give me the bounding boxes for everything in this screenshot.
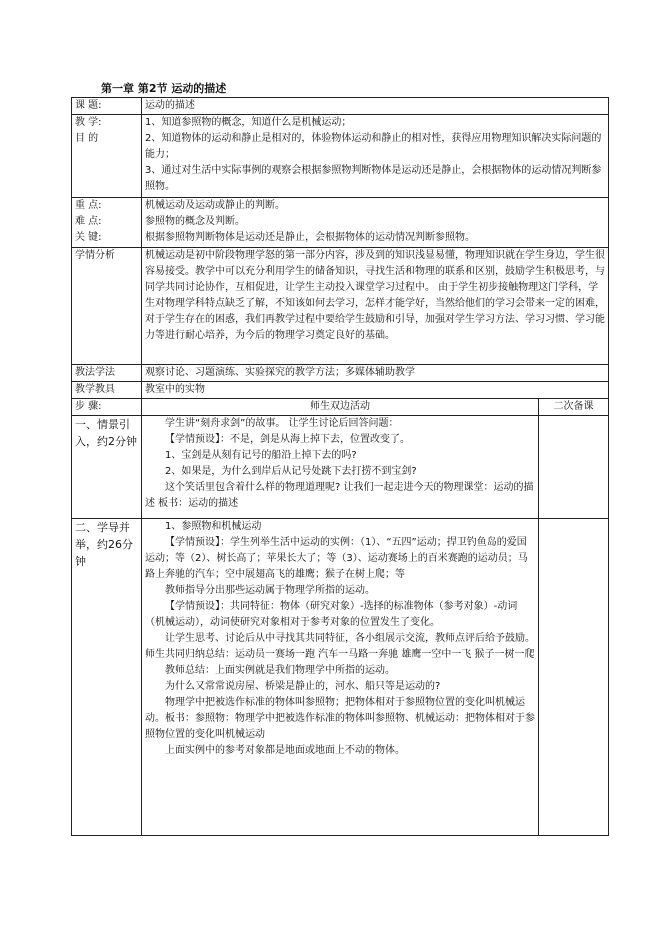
row-step-2 bbox=[72, 519, 609, 836]
key-point-focus: 机械运动及运动或静止的判断。 bbox=[145, 200, 285, 211]
activity-line: 2、如果是，为什么到岸后从记号处跳下去打捞不到宝剑? bbox=[165, 466, 417, 477]
row-key-points bbox=[72, 198, 609, 248]
row-topic bbox=[72, 98, 609, 115]
activity-line: 让学生思考、讨论后从中寻找其共同特征，各小组展示交流，教师点评后给予鼓励。师生共同归纳总结：运动员一赛场一跑 汽车一马路一奔驰 雄鹰一空中一飞 猴子一树一爬 bbox=[145, 633, 535, 660]
objective-item: 2、知道物体的运动和静止是相对的，体验物体运动和静止的相对性，获得应用物理知识解决实际问题的能力； bbox=[145, 133, 602, 160]
analysis-content: 机械运动是初中阶段物理学怒的第一部分内容，涉及到的知识浅显易懂，物理知识就在学生身边，学生很容易接受。教学中可以充分利用学生的储备知识，寻找生活和物理的联系和区别，鼓励学生积极思考，与同学共同讨论协作，互相促进，让学生主动投入课堂学习过程中。 由于学生初步接触物理这门学科，学生对物理学科特点缺乏了解，不知该如何去学习，怎样才能学好，当然给他们的学习会带来一定的困难，对于学生存在的困惑，我们再教学过程中要给学生鼓励和引导，加强对学生学习方法、学习习惯、学习能力等进行耐心培养，为今后的物理学习奠定良好的基础。 bbox=[142, 248, 609, 365]
objectives-content bbox=[142, 115, 609, 198]
activity-line: 物理学中把被选作标准的物体叫参照物；把物体相对于参照物位置的变化叫机械运动。板书：参照物：物理学中把被选作标准的物体叫参照物、机械运动：把物体相对于参照物位置的变化叫机械运动 bbox=[145, 697, 535, 740]
key-points-content bbox=[142, 198, 609, 248]
tools-label: 教学教具 bbox=[72, 382, 142, 399]
activity-line: 教师总结：上面实例就是我们物理学中所指的运动。 bbox=[165, 665, 395, 676]
step2-label: 二、学导并举，约26分钟 bbox=[72, 519, 142, 836]
topic-label: 课 题: bbox=[72, 98, 142, 115]
activity-line: 1、宝剑是从刻有记号的船沿上掉下去的吗? bbox=[165, 450, 357, 461]
step1-activity bbox=[142, 416, 539, 519]
topic-content: 运动的描述 bbox=[142, 98, 609, 115]
objective-item: 3、通过对生活中实际事例的观察会根据参照物判断物体是运动还是静止，会根据物体的运动情况判断参照物。 bbox=[145, 165, 602, 192]
analysis-label: 学情分析 bbox=[72, 248, 142, 365]
step1-second-prep bbox=[539, 416, 609, 519]
key-points-label: 重 点: 难 点: 关 键: bbox=[72, 198, 142, 248]
step2-activity bbox=[142, 519, 539, 836]
second-prep-header: 二次备课 bbox=[539, 399, 609, 416]
row-step-1 bbox=[72, 416, 609, 519]
activity-line: 【学情预设】：学生列举生活中运动的实例：（1）、“五四”运动；捍卫钓鱼岛的爱国运动；等（2）、树长高了；苹果长大了；等（3）、运动赛场上的百米赛跑的运动员；马路上奔驰的汽车；空中展翅高飞的雄鹰；猴子在树上爬；等 bbox=[145, 537, 528, 580]
row-methods bbox=[72, 365, 609, 382]
row-objectives bbox=[72, 115, 609, 198]
activity-line: 【学情预设】：不是，剑是从海上掉下去，位置改变了。 bbox=[165, 434, 410, 445]
activity-line: 为什么又常常说房屋、桥梁是静止的，河水、船只等是运动的? bbox=[165, 681, 441, 692]
key-point-crux: 根据参照物判断物体是运动还是静止，会根据物体的运动情况判断参照物。 bbox=[145, 232, 475, 243]
activity-line: 1、参照物和机械运动 bbox=[165, 521, 262, 532]
key-point-difficulty: 参照物的概念及判断。 bbox=[145, 216, 245, 227]
step2-second-prep bbox=[539, 519, 609, 836]
activity-line: 这个笑话里包含着什么样的物理道理呢? 让我们一起走进今天的物理课堂：运动的描述 板书：运动的描述 bbox=[145, 482, 534, 509]
activity-line: 【学情预设】：共同特征：物体（研究对象）-选择的标准物体（参考对象）-动词（机械运动），动词使研究对象相对于参考对象的位置发生了变化。 bbox=[145, 601, 518, 628]
step-header: 步 骤: bbox=[72, 399, 142, 416]
methods-label: 教法学法 bbox=[72, 365, 142, 382]
row-tools bbox=[72, 382, 609, 399]
step1-label: 一、情景引入，约2分钟 bbox=[72, 416, 142, 519]
row-steps-header bbox=[72, 399, 609, 416]
objectives-label: 教 学: 目 的 bbox=[72, 115, 142, 198]
objective-item: 1、知道参照物的概念，知道什么是机械运动； bbox=[145, 117, 352, 128]
tools-content: 教室中的实物 bbox=[142, 382, 609, 399]
page-title: 第一章 第2节 运动的描述 bbox=[101, 82, 227, 95]
lesson-plan-table bbox=[71, 97, 609, 836]
methods-content: 观察讨论、习题演练、实验探究的教学方法；多媒体辅助教学 bbox=[142, 365, 609, 382]
row-analysis bbox=[72, 248, 609, 365]
activity-line: 教师指导分出那些运动属于物理学所指的运动。 bbox=[165, 585, 375, 596]
activity-line: 上面实例中的参考对象都是地面或地面上不动的物体。 bbox=[165, 745, 405, 756]
activity-header: 师生双边活动 bbox=[142, 399, 539, 416]
activity-line: 学生讲“刻舟求剑”的故事。 让学生讨论后回答问题： bbox=[165, 418, 399, 429]
